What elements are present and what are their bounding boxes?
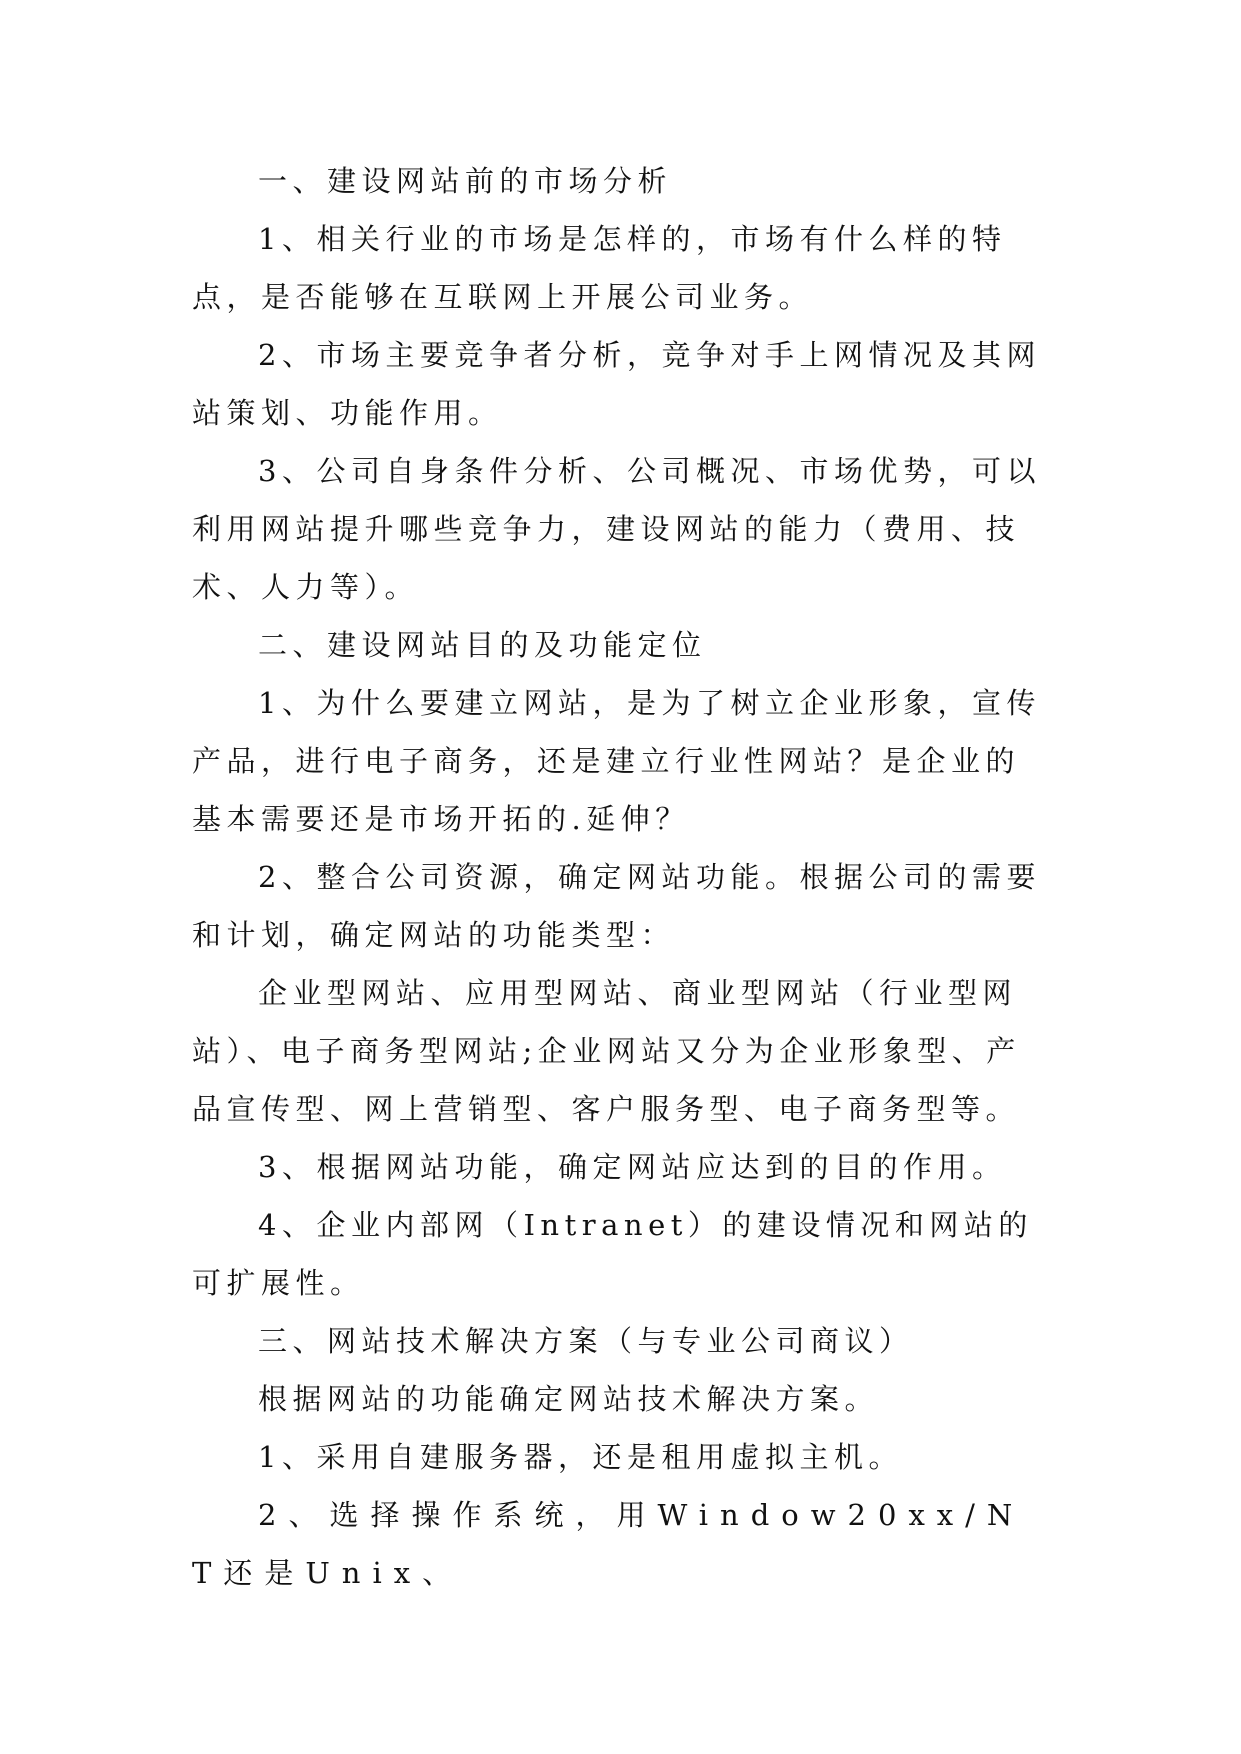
paragraph-technical-basis: 根据网站的功能确定网站技术解决方案。 bbox=[258, 1382, 880, 1416]
paragraph-intranet: 4、企业内部网（Intranet）的建设情况和网站的可扩展性。 bbox=[192, 1208, 1033, 1300]
paragraph-industry-market: 1、相关行业的市场是怎样的，市场有什么样的特点，是否能够在互联网上开展公司业务。 bbox=[192, 222, 1007, 314]
paragraph-integrate-resources: 2、整合公司资源，确定网站功能。根据公司的需要和计划，确定网站的功能类型： bbox=[192, 860, 1041, 952]
paragraph-website-types: 企业型网站、应用型网站、商业型网站（行业型网站）、电子商务型网站;企业网站又分为企业形象型、产品宣传型、网上营销型、客户服务型、电子商务型等。 bbox=[192, 976, 1021, 1126]
paragraph-website-goals: 3、根据网站功能，确定网站应达到的目的作用。 bbox=[258, 1150, 1007, 1184]
section-heading-website-purpose: 二、建设网站目的及功能定位 bbox=[258, 628, 707, 662]
paragraph-why-build-website: 1、为什么要建立网站，是为了树立企业形象，宣传产品，进行电子商务，还是建立行业性网站？是企业的基本需要还是市场开拓的.延伸？ bbox=[192, 686, 1041, 836]
paragraph-company-conditions: 3、公司自身条件分析、公司概况、市场优势，可以利用网站提升哪些竞争力，建设网站的能力（费用、技术、人力等）。 bbox=[192, 454, 1041, 604]
document-body bbox=[192, 152, 1052, 1602]
section-heading-market-analysis: 一、建设网站前的市场分析 bbox=[258, 164, 673, 198]
section-heading-technical-solution: 三、网站技术解决方案（与专业公司商议） bbox=[258, 1324, 914, 1358]
paragraph-operating-system: 2、选择操作系统，用Window20xx/NT还是Unix、 bbox=[192, 1498, 1025, 1590]
paragraph-server-choice: 1、采用自建服务器，还是租用虚拟主机。 bbox=[258, 1440, 903, 1474]
paragraph-competitor-analysis: 2、市场主要竞争者分析，竞争对手上网情况及其网站策划、功能作用。 bbox=[192, 338, 1041, 430]
